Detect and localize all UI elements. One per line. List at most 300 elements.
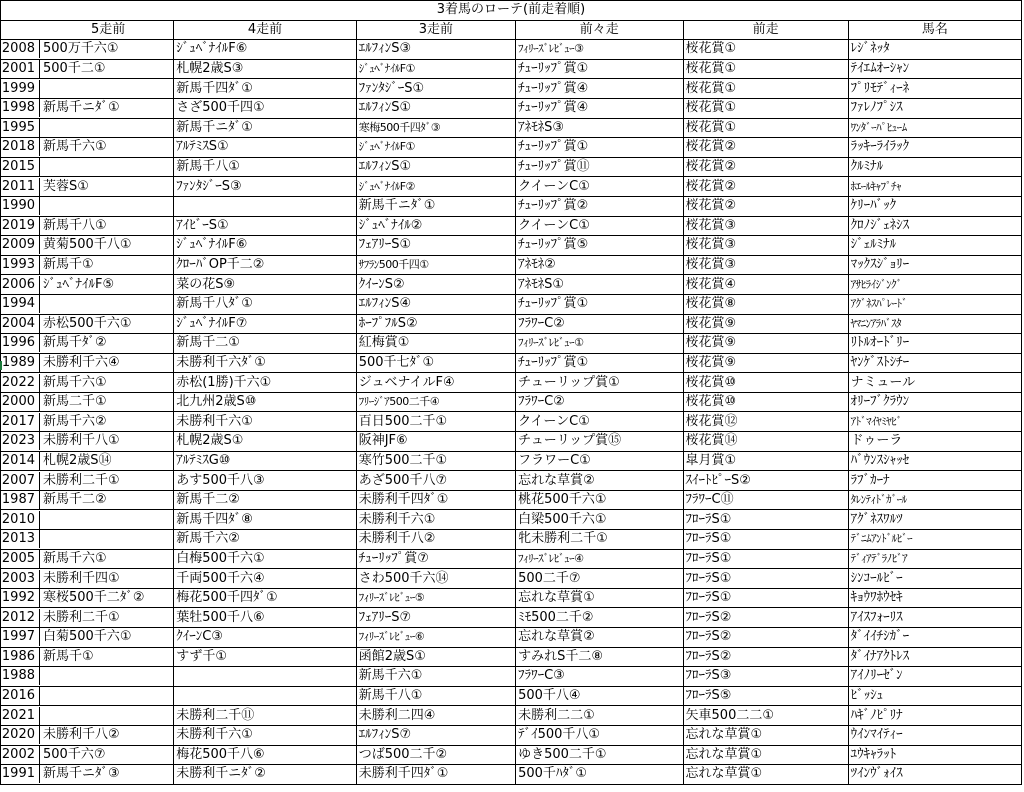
cell-year-5-before[interactable] — [1, 79, 174, 99]
cell-prev-prev[interactable]: ﾁｭｰﾘｯﾌﾟ賞⑤ — [516, 236, 683, 256]
cell-year-5-before[interactable] — [1, 569, 174, 589]
cell-year-5-before[interactable] — [1, 118, 174, 138]
cell-4-before[interactable]: 新馬千ニﾀﾞ① — [174, 118, 356, 138]
cell-4-before[interactable]: 未勝利千六ﾀﾞ① — [174, 353, 356, 373]
cell-prev[interactable]: 桜花賞⑭ — [683, 432, 848, 452]
cell-prev[interactable]: 忘れな草賞① — [683, 745, 848, 765]
cell-4-before[interactable]: ﾌｧﾝﾀｼﾞｰS③ — [174, 177, 356, 197]
cell-4-before[interactable]: 新馬千四ﾀﾞ① — [174, 79, 356, 99]
cell-horse-name[interactable]: ｸﾛﾉｼﾞｪﾈｼｽ — [848, 216, 1021, 236]
cell-horse-name[interactable]: ｱｸﾞﾈｽﾜﾙﾂ — [848, 510, 1021, 530]
year-value: 1996 — [1, 334, 40, 352]
header-row — [1, 20, 1022, 40]
five-before-value: 新馬千六② — [43, 413, 107, 429]
cell-prev[interactable]: 忘れな草賞① — [683, 725, 848, 745]
year-value: 2009 — [1, 236, 40, 254]
cell-prev[interactable]: ﾌﾛｰﾗS② — [683, 628, 848, 648]
cell-year-5-before[interactable] — [1, 392, 174, 412]
table-row — [1, 432, 1022, 452]
cell-prev[interactable]: 桜花賞③ — [683, 216, 848, 236]
cell-prev-prev[interactable]: ﾃﾞｲ500千八① — [516, 725, 683, 745]
cell-3-before[interactable]: 函館2歳S① — [356, 647, 515, 667]
cell-prev-prev[interactable]: チューリップ賞① — [516, 373, 683, 393]
cell-prev[interactable]: ﾌﾛｰﾗS① — [683, 510, 848, 530]
year-value: 1989 — [1, 354, 40, 372]
cell-prev-prev[interactable]: 桃花500千六① — [516, 490, 683, 510]
cell-year-5-before[interactable] — [1, 608, 174, 628]
five-before-value: 新馬千二② — [43, 492, 107, 508]
cell-3-before[interactable]: 寒竹500二千① — [356, 451, 515, 471]
table-row — [1, 667, 1022, 687]
cell-prev-prev[interactable]: ﾁｭｰﾘｯﾌﾟ賞② — [516, 196, 683, 216]
cell-4-before[interactable]: 北九州2歳S⑩ — [174, 392, 356, 412]
cell-horse-name[interactable]: ﾀﾞｲｲﾁｼｶﾞｰ — [848, 628, 1021, 648]
year-value: 2020 — [1, 726, 40, 744]
cell-prev[interactable]: 桜花賞② — [683, 157, 848, 177]
cell-prev-prev[interactable]: ﾌｨﾘｰｽﾞﾚﾋﾞｭｰ④ — [516, 549, 683, 569]
cell-prev-prev[interactable]: ﾁｭｰﾘｯﾌﾟ賞① — [516, 138, 683, 158]
cell-horse-name[interactable]: ﾜﾝﾀﾞｰﾊﾟﾋｭｰﾑ — [848, 118, 1021, 138]
cell-year-5-before[interactable] — [1, 236, 174, 256]
cell-3-before[interactable]: 未勝利千四ﾀﾞ① — [356, 490, 515, 510]
table-row — [1, 647, 1022, 667]
cell-prev-prev[interactable]: ﾌﾗﾜｰC② — [516, 392, 683, 412]
cell-prev-prev[interactable]: ゆき500二千① — [516, 745, 683, 765]
cell-4-before[interactable]: 新馬千二① — [174, 334, 356, 354]
cell-horse-name[interactable]: ﾎｴｰﾙｷｬﾌﾟﾁｬ — [848, 177, 1021, 197]
table-row — [1, 40, 1022, 60]
cell-year-5-before[interactable] — [1, 765, 174, 785]
cell-horse-name[interactable]: ﾃﾞｨｱﾃﾞﾗﾉﾋﾞｱ — [848, 549, 1021, 569]
cell-4-before[interactable]: あす500千八③ — [174, 471, 356, 491]
cell-3-before[interactable]: つば500二千② — [356, 745, 515, 765]
cell-prev[interactable]: ﾌﾗﾜｰC⑪ — [683, 490, 848, 510]
cell-4-before[interactable]: 未勝利千六① — [174, 725, 356, 745]
cell-prev-prev[interactable]: 500千ﾊﾀﾞ① — [516, 765, 683, 785]
cell-horse-name[interactable]: ｳｲﾝﾏｲﾃｨｰ — [848, 725, 1021, 745]
cell-prev[interactable]: 桜花賞④ — [683, 275, 848, 295]
cell-4-before[interactable]: 梅花500千四ﾀﾞ① — [174, 588, 356, 608]
cell-prev-prev[interactable]: ﾌｨﾘｰｽﾞﾚﾋﾞｭｰ③ — [516, 40, 683, 60]
cell-4-before[interactable]: 未勝利千六① — [174, 412, 356, 432]
year-value: 2005 — [1, 550, 40, 568]
cell-year-5-before[interactable] — [1, 59, 174, 79]
cell-3-before[interactable]: さわ500千六⑭ — [356, 569, 515, 589]
cell-horse-name[interactable]: ﾗｯｷｰﾗｲﾗｯｸ — [848, 138, 1021, 158]
cell-prev[interactable]: 桜花賞② — [683, 177, 848, 197]
cell-year-5-before[interactable] — [1, 490, 174, 510]
cell-4-before[interactable]: 未勝利二千⑪ — [174, 706, 356, 726]
cell-year-5-before[interactable] — [1, 40, 174, 60]
five-before-value: 新馬二千① — [43, 394, 107, 410]
cell-year-5-before[interactable] — [1, 216, 174, 236]
cell-3-before[interactable]: ｼﾞｭﾍﾞﾅｲﾙF② — [356, 177, 515, 197]
cell-prev-prev[interactable]: ｱﾈﾓﾈ② — [516, 255, 683, 275]
cell-3-before[interactable]: ﾌｨﾘｰｽﾞﾚﾋﾞｭｰ⑤ — [356, 588, 515, 608]
five-before-value: 新馬千① — [43, 648, 94, 664]
cell-horse-name[interactable]: ﾚｼﾞﾈｯﾀ — [848, 40, 1021, 60]
year-value: 2008 — [1, 40, 40, 58]
cell-year-5-before[interactable] — [1, 177, 174, 197]
cell-prev[interactable]: ｽｲｰﾄﾋﾟｰS② — [683, 471, 848, 491]
cell-year-5-before[interactable] — [1, 373, 174, 393]
cell-3-before[interactable]: ｴﾙﾌｨﾝS⑦ — [356, 725, 515, 745]
five-before-value — [40, 512, 43, 527]
cell-3-before[interactable]: ｴﾙﾌｨﾝS④ — [356, 294, 515, 314]
table-row — [1, 216, 1022, 236]
cell-prev[interactable]: ﾌﾛｰﾗS⑤ — [683, 686, 848, 706]
cell-3-before[interactable]: 百日500二千① — [356, 412, 515, 432]
cell-4-before[interactable]: 新馬千二② — [174, 490, 356, 510]
cell-horse-name[interactable]: ﾌｧﾚﾉﾌﾟｼｽ — [848, 98, 1021, 118]
cell-prev-prev[interactable]: ｱﾈﾓﾈS③ — [516, 118, 683, 138]
cell-4-before[interactable] — [174, 667, 356, 687]
cell-prev-prev[interactable]: 500二千⑦ — [516, 569, 683, 589]
cell-prev-prev[interactable]: ﾁｭｰﾘｯﾌﾟ賞④ — [516, 98, 683, 118]
year-value: 1997 — [1, 628, 40, 646]
cell-horse-name[interactable]: ｼﾞｪﾙﾐﾅﾙ — [848, 236, 1021, 256]
cell-year-5-before[interactable] — [1, 196, 174, 216]
cell-prev[interactable]: 桜花賞② — [683, 196, 848, 216]
table-row — [1, 569, 1022, 589]
cell-prev-prev[interactable]: 500千八④ — [516, 686, 683, 706]
header-5-before: 5走前 — [1, 20, 174, 40]
table-row — [1, 138, 1022, 158]
cell-year-5-before[interactable] — [1, 412, 174, 432]
cell-4-before[interactable]: 菜の花S⑨ — [174, 275, 356, 295]
cell-year-5-before[interactable] — [1, 314, 174, 334]
cell-prev[interactable]: 桜花賞⑩ — [683, 373, 848, 393]
cell-prev[interactable]: 桜花賞① — [683, 118, 848, 138]
cell-horse-name[interactable]: ｱｲｽﾌｫｰﾘｽ — [848, 608, 1021, 628]
cell-prev[interactable]: 桜花賞⑩ — [683, 392, 848, 412]
cell-horse-name[interactable]: ナミュール — [848, 373, 1021, 393]
cell-4-before[interactable]: 梅花500千八⑥ — [174, 745, 356, 765]
cell-prev[interactable]: ﾌﾛｰﾗS① — [683, 530, 848, 550]
year-value: 2001 — [1, 60, 40, 78]
cell-horse-name[interactable]: ﾔﾏﾆﾝｱﾗﾊﾞｽﾀ — [848, 314, 1021, 334]
cell-year-5-before[interactable] — [1, 334, 174, 354]
five-before-value — [40, 120, 43, 135]
five-before-value: 新馬千ﾀﾞ② — [43, 335, 107, 351]
five-before-value: 黄菊500千八① — [43, 237, 132, 253]
cell-prev[interactable]: 桜花賞⑨ — [683, 334, 848, 354]
year-value: 2023 — [1, 432, 40, 450]
cell-3-before[interactable]: ｻﾌﾗﾝ500千四① — [356, 255, 515, 275]
cell-prev[interactable]: ﾌﾛｰﾗS② — [683, 647, 848, 667]
cell-prev[interactable]: 桜花賞② — [683, 138, 848, 158]
cell-prev[interactable]: 皐月賞① — [683, 451, 848, 471]
cell-prev-prev[interactable]: ﾌﾗﾜｰC③ — [516, 667, 683, 687]
five-before-value: 新馬千六① — [43, 139, 107, 155]
cell-prev-prev[interactable]: ﾐﾓ500二千② — [516, 608, 683, 628]
cell-prev-prev[interactable]: クイーンC① — [516, 412, 683, 432]
cell-prev-prev[interactable]: 忘れな草賞① — [516, 588, 683, 608]
cell-prev-prev[interactable]: ﾁｭｰﾘｯﾌﾟ賞⑪ — [516, 157, 683, 177]
cell-3-before[interactable]: ｼﾞｭﾍﾞﾅｲﾙF① — [356, 59, 515, 79]
year-value: 2010 — [1, 511, 40, 529]
cell-prev-prev[interactable]: 未勝利二二① — [516, 706, 683, 726]
year-value: 2015 — [1, 158, 40, 176]
cell-prev[interactable]: 桜花賞① — [683, 59, 848, 79]
cell-3-before[interactable]: 新馬千六① — [356, 667, 515, 687]
cell-3-before[interactable]: ﾌｪｱﾘｰS① — [356, 236, 515, 256]
five-before-value — [40, 81, 43, 96]
cell-4-before[interactable]: ｸﾛｰﾊﾞOP千二② — [174, 255, 356, 275]
cell-4-before[interactable]: 葉牡500千八⑥ — [174, 608, 356, 628]
cell-prev-prev[interactable]: ﾁｭｰﾘｯﾌﾟ賞① — [516, 59, 683, 79]
cell-horse-name[interactable]: ﾃｲｴﾑｵｰｼｬﾝ — [848, 59, 1021, 79]
cell-3-before[interactable]: 500千七ﾀﾞ① — [356, 353, 515, 373]
cell-4-before[interactable]: 新馬千四ﾀﾞ⑧ — [174, 510, 356, 530]
cell-4-before[interactable]: 新馬千八ﾀﾞ① — [174, 294, 356, 314]
cell-3-before[interactable]: ﾌﾘｰｼﾞｱ500二千④ — [356, 392, 515, 412]
cell-horse-name[interactable]: ドゥーラ — [848, 432, 1021, 452]
cell-year-5-before[interactable] — [1, 510, 174, 530]
year-value: 1992 — [1, 589, 40, 607]
cell-prev-prev[interactable]: ﾌｨﾘｰｽﾞﾚﾋﾞｭｰ① — [516, 334, 683, 354]
cell-year-5-before[interactable] — [1, 294, 174, 314]
year-value: 2018 — [1, 138, 40, 156]
cell-4-before[interactable]: 未勝利千ニﾀﾞ② — [174, 765, 356, 785]
table-row — [1, 236, 1022, 256]
cell-4-before[interactable]: ｱﾙﾃﾐｽG⑩ — [174, 451, 356, 471]
cell-year-5-before[interactable] — [1, 706, 174, 726]
cell-prev-prev[interactable]: ﾁｭｰﾘｯﾌﾟ賞④ — [516, 79, 683, 99]
cell-3-before[interactable]: ｴﾙﾌｨﾝS③ — [356, 40, 515, 60]
cell-year-5-before[interactable] — [1, 471, 174, 491]
cell-3-before[interactable]: 未勝利千四ﾀﾞ① — [356, 765, 515, 785]
cell-prev[interactable]: ﾌﾛｰﾗS③ — [683, 667, 848, 687]
cell-year-5-before[interactable] — [1, 98, 174, 118]
cell-horse-name[interactable]: ｼﾝｺｰﾙﾋﾞｰ — [848, 569, 1021, 589]
cell-3-before[interactable]: 新馬千ニﾀﾞ① — [356, 196, 515, 216]
cell-prev-prev[interactable]: 白梁500千六① — [516, 510, 683, 530]
five-before-value: 500千二① — [43, 61, 106, 77]
cell-3-before[interactable]: ﾌｪｱﾘｰS⑦ — [356, 608, 515, 628]
year-value: 2004 — [1, 315, 40, 333]
cell-3-before[interactable]: ジュベナイルF④ — [356, 373, 515, 393]
cell-prev-prev[interactable]: 忘れな草賞② — [516, 471, 683, 491]
cell-3-before[interactable]: あざ500千八⑦ — [356, 471, 515, 491]
cell-year-5-before[interactable] — [1, 138, 174, 158]
year-value: 2011 — [1, 178, 40, 196]
cell-horse-name[interactable]: ﾘﾄﾙｵｰﾄﾞﾘｰ — [848, 334, 1021, 354]
cell-horse-name[interactable]: ｱｸﾞﾈｽﾊﾟﾚｰﾄﾞ — [848, 294, 1021, 314]
year-value: 2000 — [1, 393, 40, 411]
cell-3-before[interactable]: 寒梅500千四ﾀﾞ③ — [356, 118, 515, 138]
cell-4-before[interactable]: ｱｲﾋﾞｰS① — [174, 216, 356, 236]
cell-4-before[interactable]: ｼﾞｭﾍﾞﾅｲﾙF⑦ — [174, 314, 356, 334]
cell-year-5-before[interactable] — [1, 432, 174, 452]
five-before-value: 未勝利千八① — [43, 433, 120, 449]
table-row — [1, 334, 1022, 354]
cell-prev[interactable]: 桜花賞⑨ — [683, 353, 848, 373]
year-value: 2017 — [1, 413, 40, 431]
cell-prev[interactable]: 忘れな草賞① — [683, 765, 848, 785]
table-row — [1, 510, 1022, 530]
cell-horse-name[interactable]: ﾊﾞｳﾝｽｼｬｯｾ — [848, 451, 1021, 471]
cell-horse-name[interactable]: ﾊｷﾞﾉﾋﾟﾘﾅ — [848, 706, 1021, 726]
cell-4-before[interactable]: 札幌2歳S① — [174, 432, 356, 452]
cell-3-before[interactable]: ﾌｧﾝﾀｼﾞｰS① — [356, 79, 515, 99]
cell-year-5-before[interactable] — [1, 549, 174, 569]
cell-horse-name[interactable]: ﾌﾟﾘﾓﾃﾞｨｰﾈ — [848, 79, 1021, 99]
cell-3-before[interactable]: 新馬千八① — [356, 686, 515, 706]
cell-horse-name[interactable]: ﾗﾌﾞｶｰﾅ — [848, 471, 1021, 491]
cell-horse-name[interactable]: ﾋﾞｯｼｭ — [848, 686, 1021, 706]
cell-3-before[interactable]: ｼﾞｭﾍﾞﾅｲﾙF① — [356, 138, 515, 158]
cell-4-before[interactable]: 札幌2歳S③ — [174, 59, 356, 79]
cell-prev[interactable]: ﾌﾛｰﾗS① — [683, 549, 848, 569]
cell-horse-name[interactable]: ｵﾘｰﾌﾞｸﾗｳﾝ — [848, 392, 1021, 412]
cell-year-5-before[interactable] — [1, 667, 174, 687]
cell-horse-name[interactable]: ｱｻﾋﾗｲｼﾞﾝｸﾞ — [848, 275, 1021, 295]
cell-prev[interactable]: 桜花賞⑧ — [683, 294, 848, 314]
cell-3-before[interactable]: ｴﾙﾌｨﾝS① — [356, 98, 515, 118]
cell-prev[interactable]: ﾌﾛｰﾗS① — [683, 588, 848, 608]
cell-prev-prev[interactable]: ﾌﾗﾜｰC② — [516, 314, 683, 334]
cell-prev-prev[interactable]: 忘れな草賞② — [516, 628, 683, 648]
five-before-value: 赤松500千六① — [43, 315, 132, 331]
cell-3-before[interactable]: ｴﾙﾌｨﾝS① — [356, 157, 515, 177]
five-before-value: 500万千六① — [43, 41, 119, 57]
cell-4-before[interactable] — [174, 196, 356, 216]
cell-3-before[interactable]: 阪神JF⑥ — [356, 432, 515, 452]
cell-prev[interactable]: 桜花賞① — [683, 98, 848, 118]
cell-horse-name[interactable]: ﾏｯｸｽｼﾞｮﾘｰ — [848, 255, 1021, 275]
cell-4-before[interactable]: さざ500千四① — [174, 98, 356, 118]
cell-4-before[interactable]: 赤松(1勝)千六① — [174, 373, 356, 393]
cell-4-before[interactable]: 白梅500千六① — [174, 549, 356, 569]
cell-3-before[interactable]: ｸｲｰﾝS② — [356, 275, 515, 295]
cell-4-before[interactable]: ｱﾙﾃﾐｽS① — [174, 138, 356, 158]
cell-year-5-before[interactable] — [1, 686, 174, 706]
cell-horse-name[interactable]: ﾂｲﾝｳﾞｫｲｽ — [848, 765, 1021, 785]
cell-prev-prev[interactable]: フラワーC① — [516, 451, 683, 471]
cell-horse-name[interactable]: ﾀﾚﾝﾃｨﾄﾞｶﾞｰﾙ — [848, 490, 1021, 510]
five-before-value: 未勝利千四① — [43, 570, 120, 586]
cell-prev[interactable]: ﾌﾛｰﾗS① — [683, 569, 848, 589]
cell-prev-prev[interactable]: ﾁｭｰﾘｯﾌﾟ賞① — [516, 353, 683, 373]
cell-4-before[interactable]: 新馬千六② — [174, 530, 356, 550]
table-row — [1, 530, 1022, 550]
year-value: 1998 — [1, 99, 40, 117]
cell-year-5-before[interactable] — [1, 530, 174, 550]
cell-prev[interactable]: ﾌﾛｰﾗS② — [683, 608, 848, 628]
table-row — [1, 686, 1022, 706]
cell-prev-prev[interactable]: クイーンC① — [516, 177, 683, 197]
year-value: 2022 — [1, 374, 40, 392]
cell-horse-name[interactable]: ｹﾘｰﾊﾞｯｸ — [848, 196, 1021, 216]
cell-year-5-before[interactable] — [1, 275, 174, 295]
cell-prev[interactable]: 桜花賞③ — [683, 236, 848, 256]
cell-3-before[interactable]: 紅梅賞① — [356, 334, 515, 354]
year-value: 1991 — [1, 765, 40, 783]
five-before-value: 未勝利二千① — [43, 609, 120, 625]
cell-4-before[interactable]: すず千① — [174, 647, 356, 667]
cell-year-5-before[interactable] — [1, 353, 174, 373]
five-before-value — [40, 531, 43, 546]
table-row — [1, 549, 1022, 569]
cell-prev[interactable]: 桜花賞⑨ — [683, 314, 848, 334]
cell-year-5-before[interactable] — [1, 647, 174, 667]
cell-prev-prev[interactable]: チューリップ賞⑮ — [516, 432, 683, 452]
year-value: 1995 — [1, 119, 40, 137]
cell-4-before[interactable]: 千両500千六④ — [174, 569, 356, 589]
cell-year-5-before[interactable] — [1, 725, 174, 745]
cell-horse-name[interactable]: ﾀﾞｲﾅｱｸﾄﾚｽ — [848, 647, 1021, 667]
table-row — [1, 412, 1022, 432]
cell-3-before[interactable]: 未勝利二四④ — [356, 706, 515, 726]
cell-prev-prev[interactable]: ﾁｭｰﾘｯﾌﾟ賞① — [516, 294, 683, 314]
cell-prev[interactable]: 桜花賞① — [683, 40, 848, 60]
cell-4-before[interactable]: 新馬千八① — [174, 157, 356, 177]
five-before-value: 新馬千八① — [43, 217, 107, 233]
header-prev: 前走 — [683, 20, 848, 40]
cell-4-before[interactable] — [174, 686, 356, 706]
cell-year-5-before[interactable] — [1, 451, 174, 471]
cell-horse-name[interactable]: ﾕｳｷｬﾗｯﾄ — [848, 745, 1021, 765]
cell-year-5-before[interactable] — [1, 255, 174, 275]
cell-horse-name[interactable]: ﾃﾞﾆﾑｱﾝﾄﾞﾙﾋﾞｰ — [848, 530, 1021, 550]
table-row — [1, 353, 1022, 373]
cell-prev[interactable]: 矢車500二二① — [683, 706, 848, 726]
cell-horse-name[interactable]: ｱｲﾉﾘｰｾﾞﾝ — [848, 667, 1021, 687]
cell-4-before[interactable]: ｸｲｰﾝC③ — [174, 628, 356, 648]
header-4-before: 4走前 — [174, 20, 356, 40]
cell-prev[interactable]: 桜花賞③ — [683, 255, 848, 275]
five-before-value: 未勝利二千① — [43, 472, 120, 488]
cell-year-5-before[interactable] — [1, 628, 174, 648]
row-marker — [0, 361, 2, 370]
cell-prev-prev[interactable]: 牝未勝利二千① — [516, 530, 683, 550]
cell-year-5-before[interactable] — [1, 588, 174, 608]
cell-3-before[interactable]: 未勝利千八② — [356, 530, 515, 550]
year-value: 1986 — [1, 648, 40, 666]
cell-prev-prev[interactable]: クイーンC① — [516, 216, 683, 236]
year-value: 2006 — [1, 276, 40, 294]
cell-prev[interactable]: 桜花賞① — [683, 79, 848, 99]
cell-year-5-before[interactable] — [1, 157, 174, 177]
cell-3-before[interactable]: ﾎｰﾌﾟﾌﾙS② — [356, 314, 515, 334]
cell-4-before[interactable]: ｼﾞｭﾍﾞﾅｲﾙF⑥ — [174, 236, 356, 256]
cell-horse-name[interactable]: ｱﾄﾞﾏｲﾔﾐﾔﾋﾞ — [848, 412, 1021, 432]
cell-horse-name[interactable]: ｸﾙﾐﾅﾙ — [848, 157, 1021, 177]
cell-4-before[interactable]: ｼﾞｭﾍﾞﾅｲﾙF⑥ — [174, 40, 356, 60]
cell-horse-name[interactable]: ｷｮｳﾜﾎｳｾｷ — [848, 588, 1021, 608]
table-row — [1, 255, 1022, 275]
table-row — [1, 765, 1022, 785]
year-value: 1994 — [1, 295, 40, 313]
table-row — [1, 118, 1022, 138]
table-row — [1, 706, 1022, 726]
year-value: 1987 — [1, 491, 40, 509]
cell-prev-prev[interactable]: ｱﾈﾓﾈS① — [516, 275, 683, 295]
cell-prev[interactable]: 桜花賞⑫ — [683, 412, 848, 432]
cell-3-before[interactable]: ﾌｨﾘｰｽﾞﾚﾋﾞｭｰ⑥ — [356, 628, 515, 648]
five-before-value — [40, 198, 43, 213]
cell-3-before[interactable]: ｼﾞｭﾍﾞﾅｲﾙ② — [356, 216, 515, 236]
cell-3-before[interactable]: 未勝利千六① — [356, 510, 515, 530]
table-row — [1, 471, 1022, 491]
table-row — [1, 294, 1022, 314]
cell-prev-prev[interactable]: すみれS千二⑧ — [516, 647, 683, 667]
cell-year-5-before[interactable] — [1, 745, 174, 765]
five-before-value: 新馬千ニﾀﾞ③ — [43, 766, 120, 782]
cell-3-before[interactable]: ﾁｭｰﾘｯﾌﾟ賞⑦ — [356, 549, 515, 569]
cell-horse-name[interactable]: ﾔﾝｹﾞｽﾄｼﾁｰ — [848, 353, 1021, 373]
